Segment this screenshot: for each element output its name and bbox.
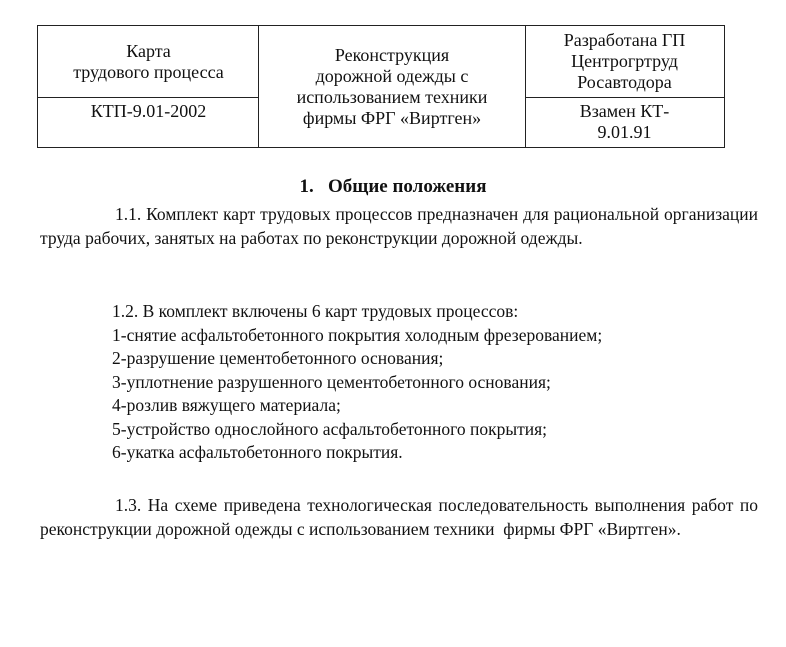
list-item: 1-снятие асфальтобетонного покрытия холодным фрезерованием; [112,324,603,345]
subject-line: Реконструкция [334,45,450,65]
developer-line: Росавтодора [577,72,672,92]
list-item: 3-уплотнение разрушенного цементобетонного основания; [112,371,551,392]
card-type-cell [38,26,259,97]
replaces-cell [526,97,723,146]
list-item: 4-розлив вяжущего материала; [112,395,341,415]
card-code: КТП-9.01-2002 [90,100,207,121]
card-subject-cell [259,26,525,146]
subject-line: дорожной одежды с [315,66,469,86]
paragraph-text: 1.1. Комплект карт трудовых процессов предназначен для рациональной организации труда рабочих, занятых на работах по реконструкции дорожной одежды. [40,204,758,248]
card-type-line: трудового процесса [73,61,224,82]
developer-cell [526,26,723,97]
document-header-table [37,25,725,148]
subject-line: использованием техники [296,87,488,107]
card-code-cell [38,97,259,125]
paragraph-1-2 [112,300,602,465]
section-title: 1. Общие положения [299,176,487,197]
list-item: 2-разрушение цементобетонного основания; [112,348,444,368]
paragraph-1-1 [40,203,758,250]
paragraph-1-3 [40,494,763,541]
developer-line: Центрогртруд [571,51,678,71]
card-type-line: Карта [126,40,171,61]
subject-line: фирмы ФРГ «Виртген» [302,108,482,128]
list-item: 6-укатка асфальтобетонного покрытия. [112,442,403,462]
paragraph-text: 1.3. На схеме приведена технологическая последовательность выполнения работ по реконструкции дорожной одежды с использованием техники фирмы ФРГ «Виртген». [40,495,763,539]
list-intro: 1.2. В комплект включены 6 карт трудовых процессов: [112,301,519,321]
developer-line: Разработана ГП [563,30,686,50]
replaces-line: 9.01.91 [597,121,652,142]
replaces-line: Взамен КТ- [579,100,670,121]
list-item: 5-устройство однослойного асфальтобетонного покрытия; [112,418,548,439]
